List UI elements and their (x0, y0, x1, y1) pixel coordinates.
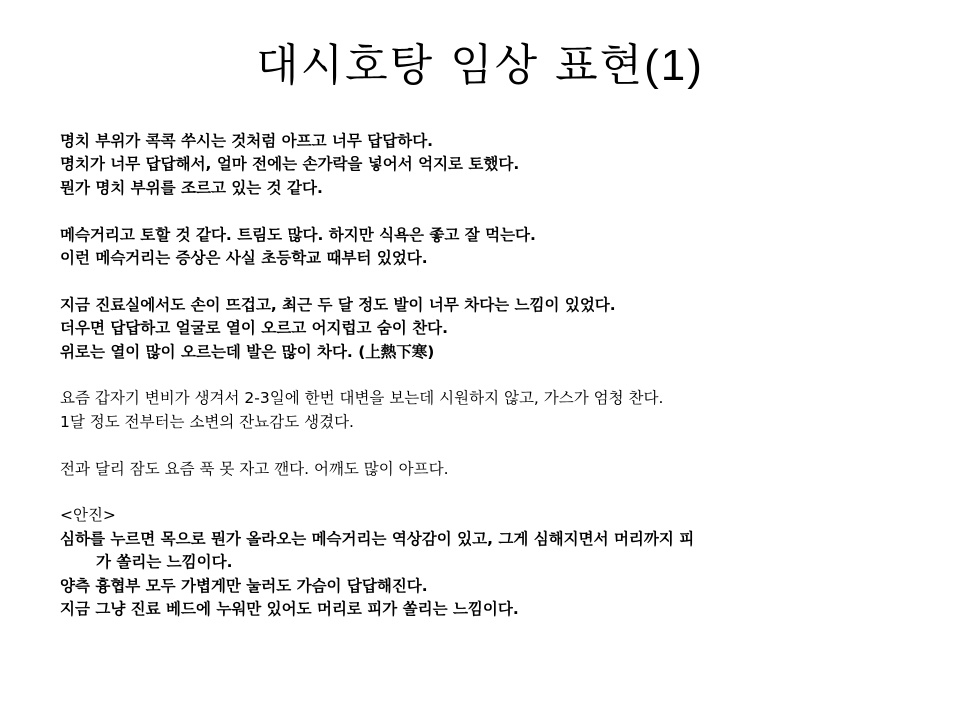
text-line: 지금 진료실에서도 손이 뜨겁고, 최근 두 달 정도 발이 너무 차다는 느낌이 있었다. (60, 295, 616, 314)
slide-title-number: (1) (644, 41, 704, 90)
text-line: 위로는 열이 많이 오르는데 발은 많이 차다. (上熱下寒) (60, 342, 435, 361)
paragraph-spacer (60, 481, 920, 504)
paragraph-nausea (60, 224, 920, 271)
exam-line: 심하를 누르면 목으로 뭔가 올라오는 메슥거리는 역상감이 있고, 그게 심해지면서 머리까지 피 (60, 529, 695, 548)
text-line: 뭔가 명치 부위를 조르고 있는 것 같다. (60, 178, 323, 197)
exam-heading: <안진> (60, 506, 116, 525)
text-line: 명치 부위가 콕콕 쑤시는 것처럼 아프고 너무 답답하다. (60, 132, 434, 150)
paragraph-sleep (60, 458, 920, 481)
exam-section (60, 504, 920, 621)
paragraph-spacer (60, 200, 920, 223)
paragraph-heat-cold (60, 294, 920, 364)
paragraph-bowel-urine (60, 387, 920, 434)
exam-line: 양측 흉협부 모두 가볍게만 눌러도 가슴이 답답해진다. (60, 576, 428, 595)
text-line: 요즘 갑자기 변비가 생겨서 2-3일에 한번 대변을 보는데 시원하지 않고, 가스가 엄청 찬다. (60, 389, 664, 408)
text-line: 이런 메슥거리는 증상은 사실 초등학교 때부터 있었다. (60, 249, 428, 268)
slide-title (0, 36, 960, 96)
text-line: 메슥거리고 토할 것 같다. 트림도 많다. 하지만 식욕은 좋고 잘 먹는다. (60, 225, 536, 244)
paragraph-epigastric-symptoms (60, 130, 920, 200)
slide-body (60, 130, 920, 621)
paragraph-spacer (60, 434, 920, 457)
text-line: 더우면 답답하고 얼굴로 열이 오르고 어지럽고 숨이 찬다. (60, 319, 449, 338)
text-line: 전과 달리 잠도 요즘 푹 못 자고 깬다. 어깨도 많이 아프다. (60, 459, 449, 478)
text-line: 명치가 너무 답답해서, 얼마 전에는 손가락을 넣어서 억지로 토했다. (60, 155, 520, 174)
text-line: 1달 정도 전부터는 소변의 잔뇨감도 생겼다. (60, 412, 354, 431)
slide-title-text: 대시호탕 임상 표현 (256, 40, 645, 91)
paragraph-spacer (60, 364, 920, 387)
exam-line-continuation: 가 쏠리는 느낌이다. (96, 553, 233, 572)
exam-line: 지금 그냥 진료 베드에 누워만 있어도 머리로 피가 쏠리는 느낌이다. (60, 600, 519, 619)
paragraph-spacer (60, 270, 920, 293)
